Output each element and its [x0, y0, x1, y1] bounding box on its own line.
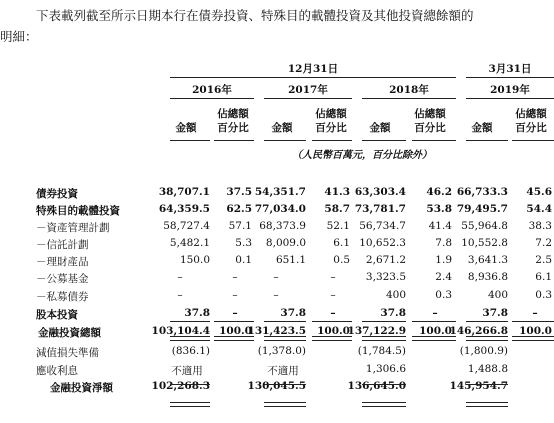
- subtotal-rule-2018-pct: [412, 321, 456, 322]
- percent-cell: –: [432, 307, 438, 319]
- row-label: －理財產品: [36, 256, 89, 268]
- net-double-rule-2016: [170, 402, 210, 407]
- amount-cell: 102,268.3: [151, 380, 210, 392]
- amount-cell: 37.8: [482, 307, 508, 319]
- row-label: －信託計劃: [36, 239, 89, 251]
- amount-cell: 130,045.5: [247, 380, 306, 392]
- percent-cell: 2.4: [435, 271, 452, 283]
- total-double-rule-2017-amt: [264, 336, 306, 341]
- percent-cell: 100.0: [519, 325, 552, 337]
- row-label: 債券投資: [36, 188, 78, 200]
- percent-cell: 100.0: [317, 325, 350, 337]
- net-double-rule-2017: [264, 402, 306, 407]
- amount-cell: 10,652.3: [359, 237, 406, 249]
- total-double-rule-2019-amt: [466, 336, 508, 341]
- amount-cell: 150.0: [179, 254, 210, 266]
- percent-cell: 53.8: [426, 203, 452, 215]
- percent-cell: 7.2: [535, 237, 552, 249]
- percent-cell: –: [330, 307, 336, 319]
- col-pct-2018: 佔總額 百分比: [414, 108, 446, 134]
- subtotal-rule-2017-pct: [312, 321, 352, 322]
- amount-cell: 77,034.0: [254, 203, 306, 215]
- subtotal-rule-2017-amt: [264, 321, 306, 322]
- col-amount-2019: 金額: [471, 122, 493, 134]
- amount-cell: 10,552.8: [461, 237, 508, 249]
- col-pct-2019: 佔總額 百分比: [515, 108, 547, 134]
- subtotal-rule-2019-amt: [466, 321, 508, 322]
- amount-cell: 137,122.9: [347, 325, 406, 337]
- colhead-rule-pct-2017: [312, 140, 352, 141]
- percent-cell: –: [330, 271, 336, 283]
- colhead-rule-pct-2016: [214, 140, 254, 141]
- percent-cell: –: [232, 289, 238, 301]
- amount-cell: 2,671.2: [365, 254, 406, 266]
- total-double-rule-2018-amt: [362, 336, 406, 341]
- percent-cell: 45.6: [526, 186, 552, 198]
- percent-cell: 6.1: [333, 237, 350, 249]
- amount-cell: 5,482.1: [169, 237, 210, 249]
- colhead-rule-pct-2019: [512, 140, 554, 141]
- amount-cell: 131,423.5: [247, 325, 306, 337]
- amount-cell: 1,488.8: [467, 363, 508, 375]
- net-double-rule-2018: [362, 402, 406, 407]
- percent-cell: 1.9: [435, 254, 452, 266]
- percent-cell: 52.1: [326, 220, 350, 232]
- subtotal-rule-2018-amt: [362, 321, 406, 322]
- percent-cell: 7.8: [435, 237, 452, 249]
- col-amount-2017: 金額: [271, 122, 293, 134]
- amount-cell: (836.1): [171, 345, 210, 357]
- table-row: [0, 380, 554, 395]
- amount-cell: 58,727.4: [163, 220, 210, 232]
- subtotal-rule-2016-pct: [214, 321, 254, 322]
- col-amount-2016: 金額: [175, 122, 197, 134]
- total-double-rule-2018-pct: [412, 336, 456, 341]
- row-label: 應收利息: [36, 365, 78, 377]
- total-double-rule-2017-pct: [312, 336, 352, 341]
- amount-cell: 38,707.1: [158, 186, 210, 198]
- amount-cell: 8,936.8: [467, 271, 508, 283]
- percent-cell: 6.1: [535, 271, 552, 283]
- amount-cell: 103,104.4: [151, 325, 210, 337]
- amount-cell: –: [273, 271, 279, 283]
- row-label: 減值損失準備: [36, 347, 99, 359]
- amount-cell: –: [177, 271, 183, 283]
- subtotal-rule-2019-pct: [512, 321, 554, 322]
- amount-cell: 37.8: [184, 307, 210, 319]
- amount-cell: 136,645.0: [347, 380, 406, 392]
- percent-cell: 100.0: [419, 325, 452, 337]
- row-label: －資產管理計劃: [36, 222, 110, 234]
- col-amount-2018: 金額: [369, 122, 391, 134]
- percent-cell: 58.7: [324, 203, 350, 215]
- amount-cell: 651.1: [275, 254, 306, 266]
- year-rule-2018: [362, 98, 456, 99]
- colhead-rule-pct-2018: [412, 140, 456, 141]
- net-rule-2017: [264, 384, 306, 385]
- row-label: 股本投資: [36, 309, 78, 321]
- amount-cell: 不適用: [171, 365, 203, 377]
- amount-cell: (1,378.0): [257, 345, 306, 357]
- net-double-rule-2019: [466, 402, 508, 407]
- table-row: [0, 289, 554, 304]
- net-rule-2018: [362, 384, 406, 385]
- intro-line-2: 明細：: [0, 29, 38, 44]
- amount-cell: 不適用: [267, 365, 299, 377]
- percent-cell: –: [232, 271, 238, 283]
- colhead-rule-amount-2017: [264, 140, 306, 141]
- table-row: [0, 186, 554, 201]
- year-2017: 2017年: [288, 84, 328, 96]
- percent-cell: –: [232, 307, 238, 319]
- percent-cell: 100.0: [219, 325, 252, 337]
- amount-cell: 63,303.4: [354, 186, 406, 198]
- amount-cell: 55,964.8: [461, 220, 508, 232]
- table-row: [0, 363, 554, 378]
- amount-cell: 146,266.8: [449, 325, 508, 337]
- percent-cell: –: [330, 289, 336, 301]
- amount-cell: 73,781.7: [354, 203, 406, 215]
- percent-cell: 54.4: [526, 203, 552, 215]
- subtotal-rule-2016-amt: [170, 321, 210, 322]
- amount-cell: (1,784.5): [357, 345, 406, 357]
- amount-cell: 64,359.5: [158, 203, 210, 215]
- header-dec31: 12月31日: [287, 63, 339, 75]
- percent-cell: 57.1: [228, 220, 252, 232]
- amount-cell: 37.8: [280, 307, 306, 319]
- colhead-rule-amount-2018: [362, 140, 406, 141]
- table-row: [0, 254, 554, 269]
- amount-cell: 400: [385, 289, 406, 301]
- row-label: 金融投資總額: [38, 327, 101, 339]
- percent-cell: 38.3: [528, 220, 552, 232]
- percent-cell: 41.4: [428, 220, 452, 232]
- amount-cell: 37.8: [380, 307, 406, 319]
- total-double-rule-2019-pct: [512, 336, 554, 341]
- col-pct-2017: 佔總額 百分比: [315, 108, 347, 134]
- amount-cell: 400: [487, 289, 508, 301]
- amount-cell: (1,800.9): [459, 345, 508, 357]
- percent-cell: 62.5: [226, 203, 252, 215]
- year-rule-2019: [466, 98, 554, 99]
- percent-cell: 5.3: [235, 237, 252, 249]
- amount-cell: 68,373.9: [259, 220, 306, 232]
- total-double-rule-2016-pct: [214, 336, 254, 341]
- year-2016: 2016年: [192, 84, 232, 96]
- col-pct-2016: 佔總額 百分比: [217, 108, 249, 134]
- amount-cell: 56,734.7: [359, 220, 406, 232]
- unit-note: （人民幣百萬元，百分比除外）: [292, 150, 432, 161]
- percent-cell: 2.5: [535, 254, 552, 266]
- table-row: [0, 307, 554, 322]
- amount-cell: –: [177, 289, 183, 301]
- percent-cell: 41.3: [324, 186, 350, 198]
- net-rule-2019: [466, 384, 508, 385]
- amount-cell: 8,009.0: [265, 237, 306, 249]
- colhead-rule-amount-2016: [170, 140, 210, 141]
- table-row: [0, 271, 554, 286]
- amount-cell: –: [273, 289, 279, 301]
- header-rule-mar31: [466, 77, 554, 78]
- percent-cell: 0.3: [435, 289, 452, 301]
- header-mar31: 3月31日: [488, 63, 532, 75]
- year-rule-2016: [170, 98, 254, 99]
- percent-cell: 0.3: [535, 289, 552, 301]
- net-rule-2016: [170, 384, 210, 385]
- year-2018: 2018年: [389, 84, 429, 96]
- percent-cell: 0.5: [333, 254, 350, 266]
- table-row: [0, 345, 554, 360]
- amount-cell: 66,733.3: [456, 186, 508, 198]
- amount-cell: 79,495.7: [456, 203, 508, 215]
- amount-cell: 3,323.5: [365, 271, 406, 283]
- amount-cell: 145,954.7: [449, 380, 508, 392]
- colhead-rule-amount-2019: [466, 140, 508, 141]
- year-rule-2017: [264, 98, 352, 99]
- row-label: －私募債券: [36, 291, 89, 303]
- row-label: 金融投資淨額: [50, 382, 113, 394]
- table-row: [0, 220, 554, 235]
- percent-cell: 0.1: [235, 254, 252, 266]
- table-row: [0, 237, 554, 252]
- amount-cell: 3,641.3: [467, 254, 508, 266]
- amount-cell: 1,306.6: [365, 363, 406, 375]
- row-label: 特殊目的載體投資: [36, 205, 120, 217]
- percent-cell: 46.2: [426, 186, 452, 198]
- header-rule-dec31: [170, 77, 456, 78]
- amount-cell: 54,351.7: [254, 186, 306, 198]
- intro-line-1: 下表載列截至所示日期本行在債券投資、特殊目的載體投資及其他投資總餘額的: [36, 8, 474, 23]
- percent-cell: –: [532, 307, 538, 319]
- year-2019: 2019年: [490, 84, 530, 96]
- table-row: [0, 203, 554, 218]
- row-label: －公募基金: [36, 273, 89, 285]
- total-double-rule-2016-amt: [170, 336, 210, 341]
- percent-cell: 37.5: [226, 186, 252, 198]
